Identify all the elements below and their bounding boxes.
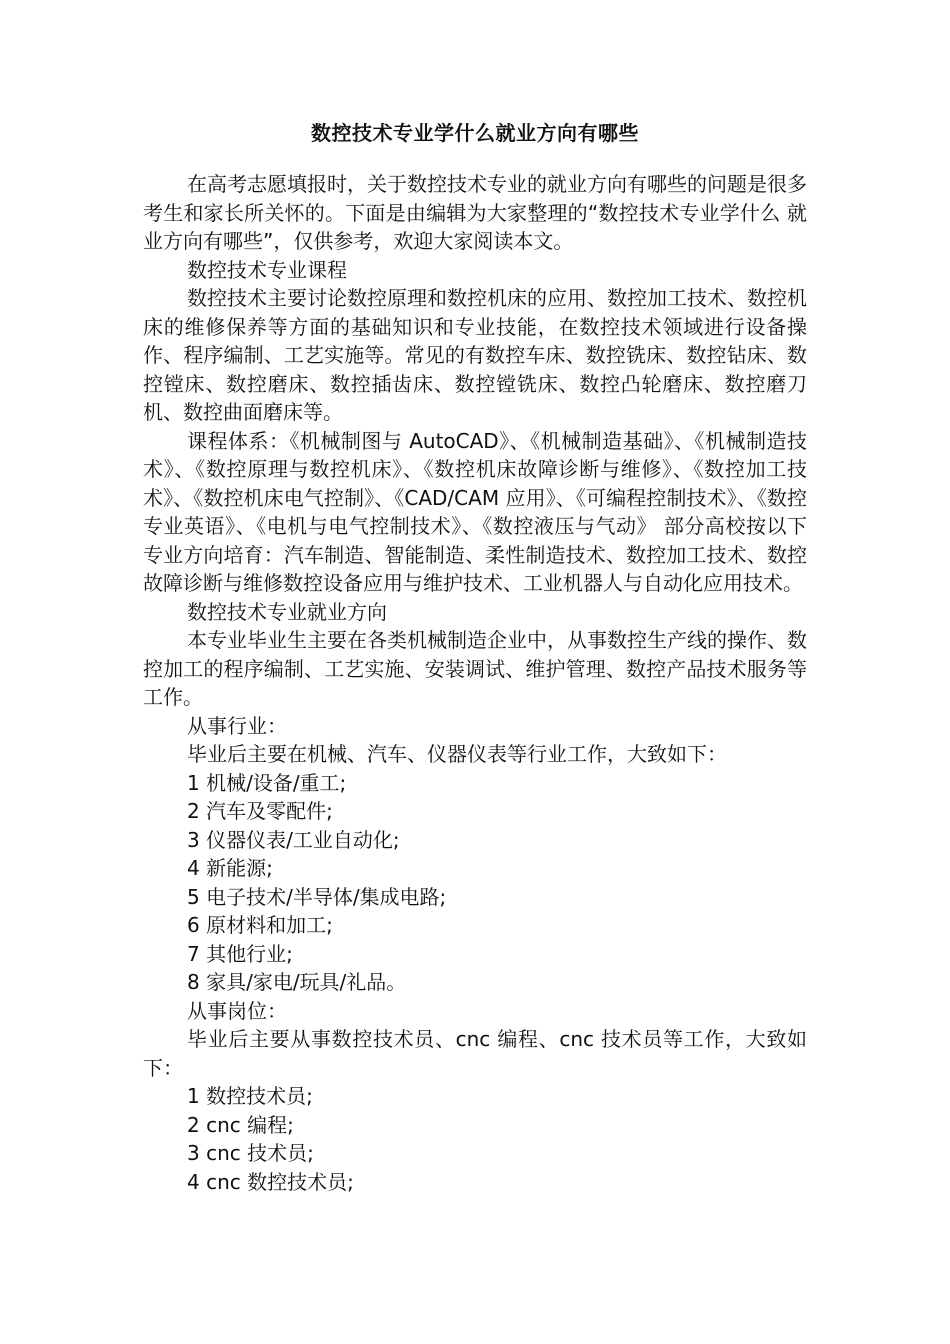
document-title: 数控技术专业学什么就业方向有哪些 (311, 121, 639, 145)
industry-list-item: 6 原材料和加工; (187, 913, 333, 937)
position-list-item: 4 cnc 数控技术员; (187, 1169, 354, 1194)
industries-intro: 毕业后主要在机械、汽车、仪器仪表等行业工作，大致如下： (187, 742, 727, 766)
position-list-item: 3 cnc 技术员; (187, 1141, 314, 1165)
intro-paragraph: 在高考志愿填报时，关于数控技术专业的就业方向有哪些的问题是很多考生和家长所关怀的。下面是由编辑为大家整理的“数控技术专业学什么 就业方向有哪些”，仅供参考，欢迎大家阅读本文。 (143, 172, 807, 253)
industries-heading: 从事行业： (187, 713, 287, 738)
positions-intro: 毕业后主要从事数控技术员、cnc 编程、cnc 技术员等工作，大致如下： (143, 1027, 807, 1080)
industry-list-item: 3 仪器仪表/工业自动化; (187, 827, 400, 852)
section-heading-courses: 数控技术专业课程 (187, 257, 347, 282)
courses-description-paragraph: 数控技术主要讨论数控原理和数控机床的应用、数控加工技术、数控机床的维修保养等方面的基础知识和专业技能，在数控技术领域进行设备操作、程序编制、工艺实施等。常见的有数控车床、数控铣床、数控钻床、数控镗床、数控磨床、数控插齿床、数控镗铣床、数控凸轮磨床、数控磨刀机、数控曲面磨床等。 (143, 286, 807, 424)
position-list-item: 1 数控技术员; (187, 1084, 313, 1108)
course-system-paragraph: 课程体系：《机械制图与 AutoCAD》、《机械制造基础》、《机械制造技术》、《数控原理与数控机床》、《数控机床故障诊断与维修》、《数控加工技术》、《数控机床电气控制》、《CAD/CAM 应用》、《可编程控制技术》、《数控专业英语》、《电机与电气控制技术》、《数控液压与气动》 部分高校按以下专业方向培育：汽车制造、智能制造、柔性制造技术、数控加工技术、数控故障诊断与维修数控设备应用与维护技术、工业机器人与自动化应用技术。 (143, 428, 807, 595)
industry-list-item: 8 家具/家电/玩具/礼品。 (187, 970, 407, 994)
positions-heading: 从事岗位： (187, 998, 287, 1023)
industry-list-item: 7 其他行业; (187, 941, 293, 966)
industry-list-item: 5 电子技术/半导体/集成电路; (187, 884, 447, 909)
industry-list-item: 2 汽车及零配件; (187, 799, 333, 823)
industry-list-item: 1 机械/设备/重工; (187, 770, 347, 795)
document-page (143, 113, 807, 1196)
industry-list-item: 4 新能源; (187, 856, 273, 880)
section-heading-employment: 数控技术专业就业方向 (187, 599, 387, 624)
position-list-item: 2 cnc 编程; (187, 1112, 294, 1137)
employment-description-paragraph: 本专业毕业生主要在各类机械制造企业中，从事数控生产线的操作、数控加工的程序编制、工艺实施、安装调试、维护管理、数控产品技术服务等工作。 (143, 628, 807, 709)
